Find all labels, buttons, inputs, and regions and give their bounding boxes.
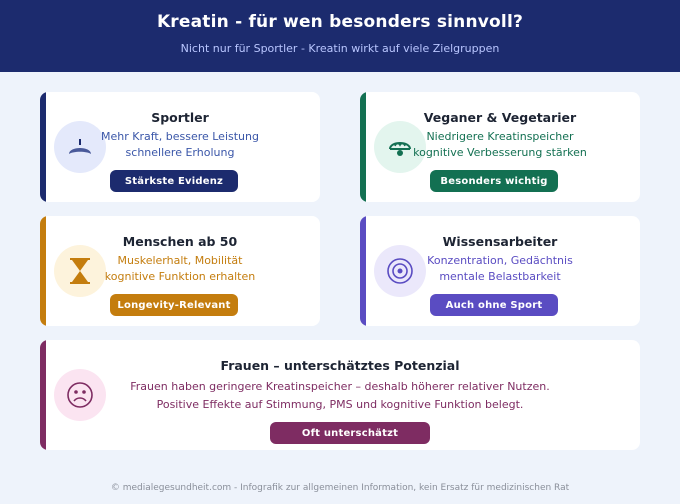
card-wissensarbeiter bbox=[360, 216, 640, 326]
no-sport-badge: Auch ohne Sport bbox=[430, 294, 558, 316]
card-title: Veganer & Vegetarier bbox=[423, 110, 577, 125]
card-text-line: Niedrigere Kreatinspeicher bbox=[426, 130, 574, 143]
card-title: Wissensarbeiter bbox=[442, 234, 558, 249]
evidence-badge: Stärkste Evidenz bbox=[110, 170, 238, 192]
longevity-badge: Longevity-Relevant bbox=[110, 294, 238, 316]
card-text-line: Frauen haben geringere Kreatinspeicher – deshalb höherer relativer Nutzen. bbox=[130, 380, 550, 393]
card-text-line: Positive Effekte auf Stimmung, PMS und kognitive Funktion belegt. bbox=[156, 398, 524, 411]
card-veganer bbox=[360, 92, 640, 202]
header-banner bbox=[0, 0, 680, 72]
page-subtitle: Nicht nur für Sportler - Kreatin wirkt auf viele Zielgruppen bbox=[180, 42, 500, 55]
card-text-line: Muskelerhalt, Mobilität bbox=[117, 254, 243, 267]
footer-note: © medialegesundheit.com - Infografik zur allgemeinen Information, kein Ersatz für medizinischen Rat bbox=[110, 483, 570, 493]
page-title: Kreatin - für wen besonders sinnvoll? bbox=[156, 12, 524, 32]
card-text-line: schnellere Erholung bbox=[125, 146, 235, 159]
card-text-line: kognitive Funktion erhalten bbox=[104, 270, 256, 283]
importance-badge: Besonders wichtig bbox=[430, 170, 558, 192]
card-text-line: mentale Belastbarkeit bbox=[439, 270, 561, 283]
card-text-line: Mehr Kraft, bessere Leistung bbox=[101, 130, 259, 143]
card-text-line: kognitive Verbesserung stärken bbox=[413, 146, 587, 159]
card-title: Menschen ab 50 bbox=[122, 234, 238, 249]
card-ab-50 bbox=[40, 216, 320, 326]
underrated-badge: Oft unterschätzt bbox=[270, 422, 430, 444]
card-frauen bbox=[40, 340, 640, 450]
face-icon bbox=[54, 369, 106, 421]
card-accent-bar bbox=[40, 340, 46, 450]
card-title: Frauen – unterschätztes Potenzial bbox=[220, 358, 460, 373]
card-text-line: Konzentration, Gedächtnis bbox=[427, 254, 573, 267]
card-sportler bbox=[40, 92, 320, 202]
card-title: Sportler bbox=[151, 110, 209, 125]
